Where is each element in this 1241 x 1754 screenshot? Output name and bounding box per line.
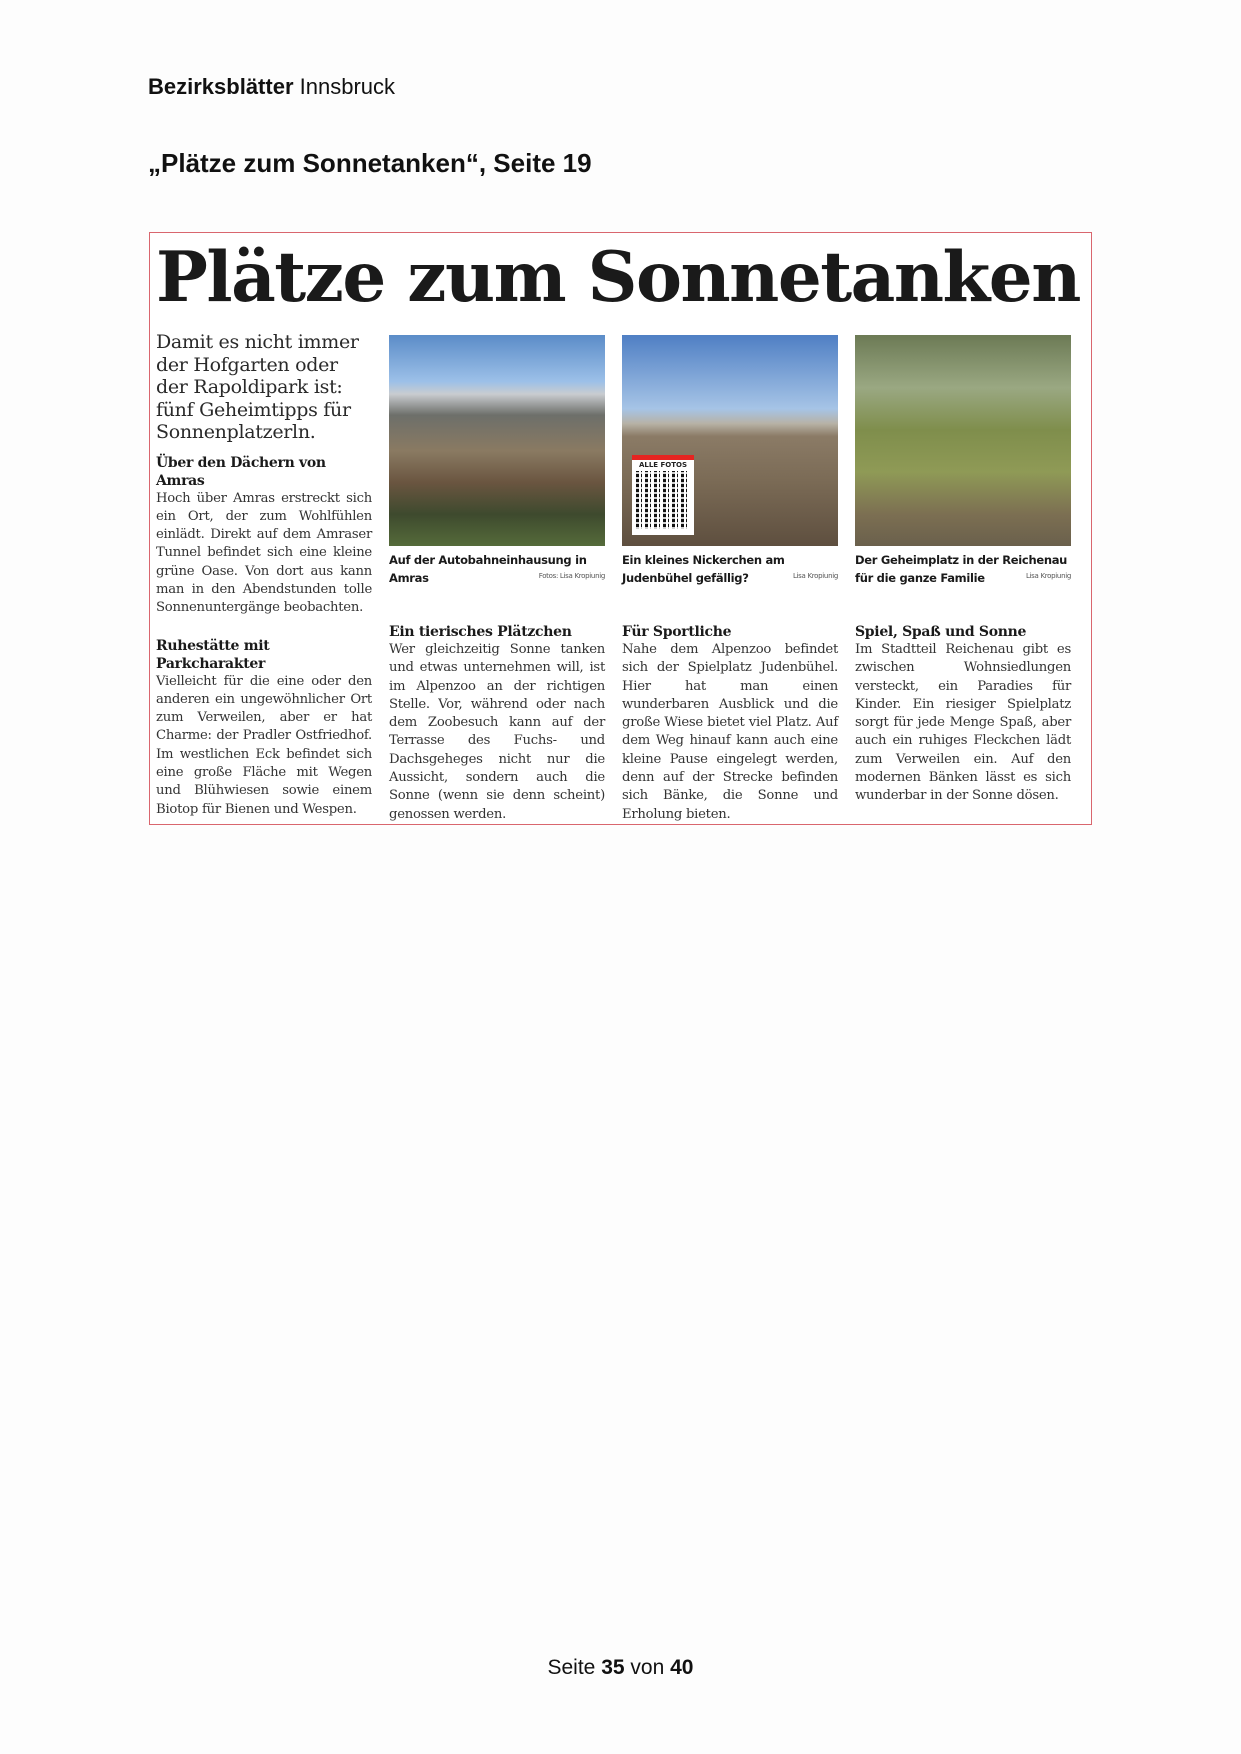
document-title: „Plätze zum Sonnetanken“, Seite 19 <box>148 148 592 178</box>
photo-reichenau-playground <box>855 335 1071 546</box>
section-title: Spiel, Spaß und Sonne <box>855 624 1027 640</box>
section-title: Über den Dächern von Amras <box>156 454 326 489</box>
section-text: Im Stadtteil Reichenau gibt es zwischen Wohnsiedlungen versteckt, ein Paradies für Kinder. Ein riesiger Spielplatz sorgt für jede Menge Spaß, aber auch ein ruhiges Fleckchen lädt zum Verweilen ein. Auf den modernen Bänken lässt es sich wunderbar in der Sonne dösen. <box>855 642 1071 804</box>
footer-prefix: Seite <box>547 1656 596 1679</box>
column-1 <box>156 331 372 838</box>
current-page: 35 <box>601 1656 625 1679</box>
footer-middle: von <box>630 1656 665 1679</box>
section-title: Ruhestätte mit Parkcharakter <box>156 637 270 672</box>
caption-text: Auf der Autobahneinhausung in Amras <box>389 553 587 585</box>
section-text: Hoch über Amras erstreckt sich ein Ort, der zum Wohlfühlen einlädt. Direkt auf dem Amraser Tunnel befindet sich eine kleine grüne Oase. Von dort aus kann man in den Abendstunden tolle Sonnenuntergänge beobachten. <box>156 490 372 616</box>
photo-credit: Lisa Kropiunig <box>792 572 838 580</box>
section-text: Vielleicht für die eine oder den anderen ein ungewöhnlicher Ort zum Verweilen, aber er hat Charme: der Pradler Ostfriedhof. Im westlichen Eck befindet sich eine große Fläche mit Wegen und Blühwiesen sowie einem Biotop für Bienen und Wespen. <box>156 673 372 817</box>
photo-caption <box>855 551 1071 587</box>
section-text: Nahe dem Alpenzoo befindet sich der Spielplatz Judenbühel. Hier hat man einen wunderbaren Ausblick und die große Wiese bietet viel Platz. Auf dem Weg hinauf kann auch eine kleine Pause eingelegt werden, denn auf der Strecke befinden sich Bänke, die Sonne und Erholung bieten. <box>622 642 838 822</box>
photo-amras-view <box>389 335 605 546</box>
section-title: Für Sportliche <box>622 624 732 640</box>
caption-text: Der Geheimplatz in der Reichenau für die ganze Familie <box>855 553 1068 585</box>
caption-text: Ein kleines Nickerchen am Judenbühel gefällig? <box>622 553 785 585</box>
total-pages: 40 <box>670 1656 694 1679</box>
column-4 <box>855 623 1071 825</box>
publication-header <box>148 74 395 100</box>
column-3 <box>622 623 838 843</box>
publication-name: Bezirksblätter <box>148 74 294 99</box>
section-text: Wer gleichzeitig Sonne tanken und etwas unternehmen will, ist im Alpenzoo an der richtigen Stelle. Vor, während oder nach dem Zoobesuch kann auf der Terrasse des Fuchs- und Dachsgeheges nicht nur die Aussicht, sondern auch die Sonne (wenn sie denn scheint) genossen werden. <box>389 642 605 822</box>
column-2 <box>389 623 605 843</box>
qr-code-icon <box>636 471 690 529</box>
photo-hammock-judenbuehel <box>622 335 838 546</box>
newspaper-clipping <box>149 232 1092 825</box>
qr-code-badge[interactable] <box>632 455 694 535</box>
photo-caption <box>389 551 605 587</box>
article-headline: Plätze zum Sonnetanken <box>156 237 1080 318</box>
qr-label: ALLE FOTOS <box>638 461 688 469</box>
publication-region: Innsbruck <box>299 74 396 99</box>
photo-credit: Fotos: Lisa Kropiunig <box>538 572 605 580</box>
photo-credit: Lisa Kropiunig <box>1025 572 1071 580</box>
article-deck: Damit es nicht immer der Hofgarten oder der Rapoldipark ist: fünf Geheimtipps für Sonnenplatzerln. <box>156 331 359 443</box>
page-footer <box>0 1656 1241 1680</box>
section-title: Ein tierisches Plätzchen <box>389 624 572 640</box>
photo-caption <box>622 551 838 587</box>
